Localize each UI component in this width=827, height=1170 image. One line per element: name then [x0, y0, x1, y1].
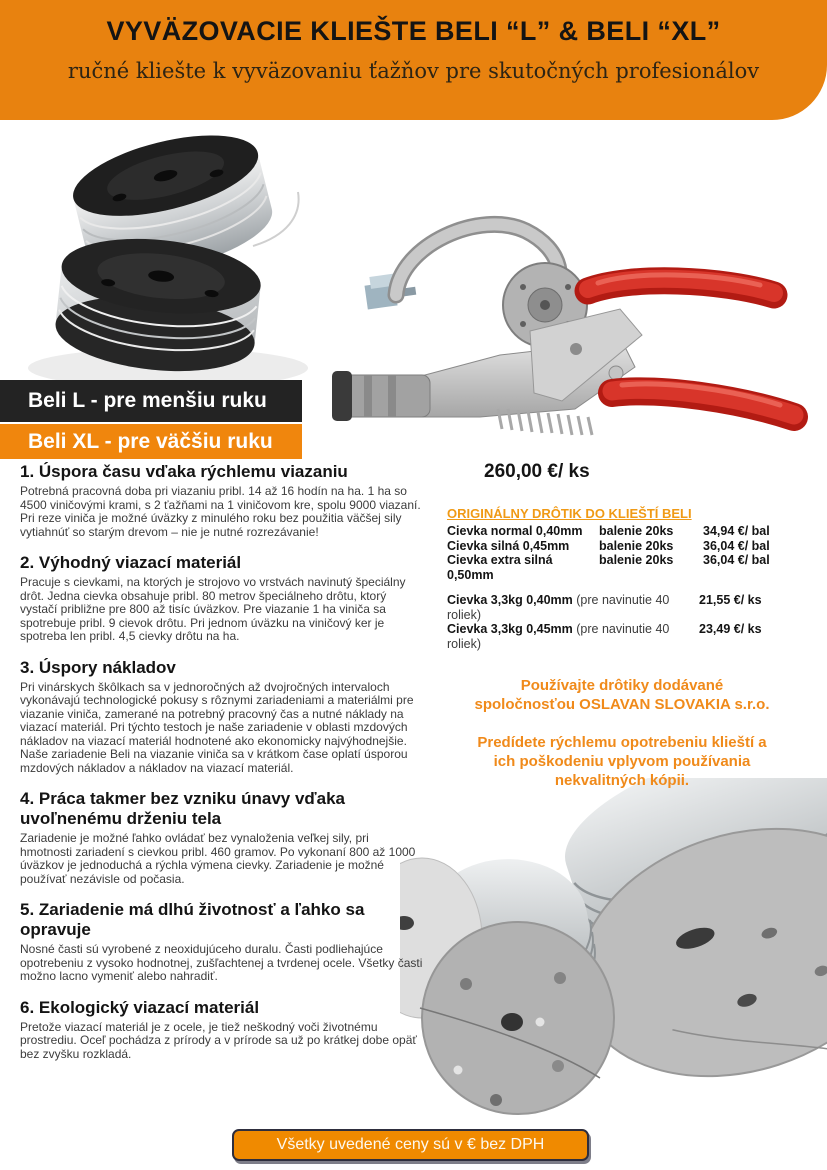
wire-spools-photo-bottom — [400, 778, 827, 1170]
section-1-body: Potrebná pracovná doba pri viazaniu pribl. 14 až 16 hodín na ha. 1 ha so 4500 viničovými krami, s 2 ťažňami na 1 viničovom kre, spolu 9000 viazaní. Pri reze viniča je možné úväzky z minulého roku bez použitia väčšej sily vytiahnúť so starým drevom – nie je nutné rozrezávanie! — [20, 484, 421, 539]
table-row — [447, 553, 825, 582]
wire-pack: balenie 20ks — [599, 538, 674, 553]
promo-line: nekvalitných kópii. — [554, 772, 690, 789]
banner-beli-l — [0, 380, 302, 422]
wire-pack: balenie 20ks — [599, 524, 674, 538]
wire-spools-illustration-bottom — [400, 778, 827, 1170]
wire-price: 23,49 €/ ks — [699, 622, 762, 636]
promo-line: Používajte drôtiky dodávané — [520, 677, 724, 694]
wire-price-table — [447, 506, 825, 651]
upper-handle — [588, 275, 774, 295]
section-3-heading: 3. Úspory nákladov — [20, 657, 176, 677]
lower-handle — [612, 384, 794, 417]
section-6 — [20, 998, 424, 1062]
features-column — [20, 462, 424, 1075]
section-6-body: Pretože viazací materiál je z ocele, je tiež neškodný voči životnému prostrediu. Oceľ pochádza z prírody a v prírode sa už po krátkej dobe opäť bez zvyšku rozkladá. — [20, 1019, 417, 1061]
page-subtitle: ručné kliešte k vyväzovaniu ťažňov pre skutočných profesionálov — [67, 59, 760, 83]
table-row — [447, 524, 825, 539]
section-4 — [20, 789, 424, 886]
section-2-heading: 2. Výhodný viazací materiál — [20, 553, 242, 572]
wire-price: 36,04 €/ bal — [703, 553, 770, 567]
wire-name: Cievka extra silná 0,50mm — [447, 553, 553, 582]
section-2-body: Pracuje s cievkami, na ktorých je strojovo vo vrstvách navinutý špeciálny drôt. Jedna cievka obsahuje pribl. 80 metrov špeciálneho drôtu, ktorý vystačí približne pre 800 až tisíc úväzkov. Pre viazanie 1 ha viniča sa spotrebuje pribl. 9 cievok drôtu. Pri jednom úväzku na viničový ker je spotreba len pribl. 4,5 cievky drôtu na ha. — [20, 575, 406, 643]
banner-beli-xl-label: Beli XL - pre väčšiu ruku — [28, 430, 273, 453]
wire-table-title: ORIGINÁLNY DRÔTIK DO KLIEŠTÍ BELI — [447, 506, 692, 521]
footer-price-note: Všetky uvedené ceny sú v € bez DPH — [232, 1129, 589, 1161]
promo-line: spoločnosťou OSLAVAN SLOVAKIA s.r.o. — [474, 696, 770, 713]
table-row — [447, 539, 825, 554]
main-price: 260,00 €/ ks — [484, 461, 590, 482]
pliers-photo — [330, 183, 827, 468]
wire-pack: balenie 20ks — [599, 553, 674, 567]
wire-price: 21,55 €/ ks — [699, 593, 762, 607]
wire-spools-illustration — [18, 96, 330, 398]
banner-beli-l-label: Beli L - pre menšiu ruku — [28, 389, 267, 412]
wire-name: Cievka normal 0,40mm — [447, 524, 583, 538]
table-row — [447, 622, 825, 651]
pliers-illustration — [330, 183, 827, 468]
section-3-body: Pri vinárskych škôlkach sa v jednoročných až dvojročných intervaloch vykonávajú technologické pokusy s rôznymi zariadeniami a materiálmi pre viazanie viniča, zamerané na potrebný pracovný čas a nutné náklady na viazací materiál. Pri týchto testoch je naše zariadenie v oblasti mzdových nákladov na viazací materiál hodnotené ako ekonomicky najvýhodnejšie. Naše zariadenie Beli na viazanie viniča sa v krátkom čase oplatí úsporou mzdových nákladov a nákladov na viazací materiál. — [20, 679, 414, 775]
wire-name-note — [447, 593, 699, 622]
section-1-heading: 1. Úspora času vďaka rýchlemu viazaniu — [20, 462, 348, 481]
section-2 — [20, 553, 424, 644]
table-row — [447, 593, 825, 622]
section-5 — [20, 900, 424, 984]
section-3 — [20, 658, 424, 776]
wire-name: Cievka silná 0,45mm — [447, 538, 570, 553]
wire-note: (pre navinutie 40 roliek) — [447, 622, 670, 651]
wire-note: (pre navinutie 40 roliek) — [447, 593, 670, 622]
promo-gap — [424, 714, 820, 733]
section-1 — [20, 462, 424, 539]
section-5-body: Nosné časti sú vyrobené z neoxidujúceho duralu. Časti podliehajúce opotrebeniu z vysoko hodnotnej, zušľachtenej a tvrdenej ocele. Všetky časti možno lacno vymeniť alebo nahradiť. — [20, 942, 423, 983]
section-4-body: Zariadenie je možné ľahko ovládať bez vynaloženia veľkej sily, pri hmotnosti zariadení s cievkou pribl. 460 gramov. Po vykonaní 800 až 1000 úväzkov je jednoduchá a rýchla výmena cievky. Zariadenie je možné používať nezávisle od počasia. — [20, 831, 416, 886]
banner-beli-xl — [0, 424, 302, 459]
table-gap — [447, 582, 825, 593]
section-4-heading: 4. Práca takmer bez vzniku únavy vďaka uvoľnenému drženiu tela — [20, 789, 346, 828]
wire-name-note — [447, 622, 699, 651]
wire-name: Cievka 3,3kg 0,40mm — [447, 593, 573, 607]
section-5-heading: 5. Zariadenie má dlhú životnosť a ľahko sa opravuje — [20, 900, 365, 939]
wire-price: 36,04 €/ bal — [703, 538, 770, 553]
promo-line: Predídete rýchlemu opotrebeniu klieští a — [477, 734, 767, 751]
promo-line: ich poškodeniu vplyvom používania — [493, 753, 751, 770]
promo-text — [424, 676, 820, 790]
page-title: VYVÄZOVACIE KLIEŠTE BELI “L” & BELI “XL” — [106, 16, 721, 46]
section-6-heading: 6. Ekologický viazací materiál — [20, 997, 260, 1017]
wire-spools-photo-top — [18, 96, 330, 398]
barrel — [332, 371, 430, 421]
wire-price: 34,94 €/ bal — [703, 524, 770, 538]
wire-name: Cievka 3,3kg 0,45mm — [447, 622, 573, 636]
